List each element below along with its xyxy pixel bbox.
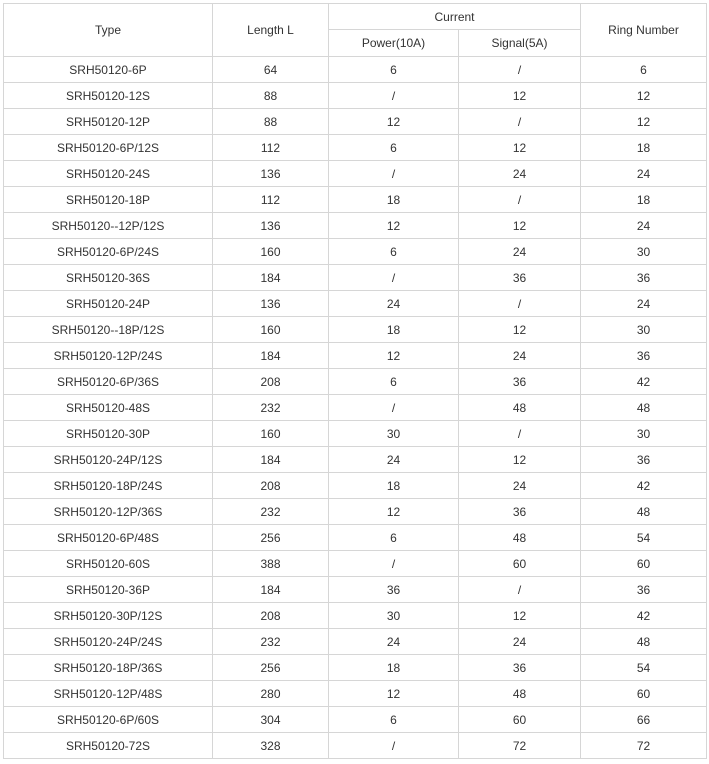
ring-number-cell: 18: [581, 135, 707, 161]
ring-number-cell: 48: [581, 499, 707, 525]
table-row: [4, 577, 707, 603]
type-cell: SRH50120-24P/12S: [4, 447, 213, 473]
type-cell: SRH50120-6P/48S: [4, 525, 213, 551]
type-cell: SRH50120-12P/48S: [4, 681, 213, 707]
length-cell: 88: [213, 83, 329, 109]
ring-number-cell: 36: [581, 577, 707, 603]
signal-cell: 60: [459, 707, 581, 733]
table-row: [4, 421, 707, 447]
ring-number-cell: 66: [581, 707, 707, 733]
signal-cell: 48: [459, 525, 581, 551]
ring-number-cell: 42: [581, 369, 707, 395]
ring-number-cell: 12: [581, 109, 707, 135]
type-cell: SRH50120-30P: [4, 421, 213, 447]
length-cell: 232: [213, 629, 329, 655]
table-header: [4, 4, 707, 57]
type-cell: SRH50120-12P/36S: [4, 499, 213, 525]
length-cell: 136: [213, 213, 329, 239]
power-cell: 24: [329, 629, 459, 655]
table-row: [4, 447, 707, 473]
signal-cell: 12: [459, 213, 581, 239]
power-cell: 30: [329, 603, 459, 629]
power-cell: 12: [329, 499, 459, 525]
signal-cell: /: [459, 291, 581, 317]
table-row: [4, 135, 707, 161]
table-row: [4, 629, 707, 655]
length-cell: 160: [213, 421, 329, 447]
length-cell: 280: [213, 681, 329, 707]
type-cell: SRH50120--12P/12S: [4, 213, 213, 239]
table-row: [4, 707, 707, 733]
col-header-signal: Signal(5A): [459, 30, 581, 57]
type-cell: SRH50120-36P: [4, 577, 213, 603]
signal-cell: 36: [459, 369, 581, 395]
type-cell: SRH50120-12P/24S: [4, 343, 213, 369]
signal-cell: /: [459, 187, 581, 213]
length-cell: 184: [213, 577, 329, 603]
signal-cell: 24: [459, 161, 581, 187]
type-cell: SRH50120-6P/24S: [4, 239, 213, 265]
slip-ring-spec-table: [3, 3, 707, 759]
signal-cell: 12: [459, 135, 581, 161]
table-row: [4, 57, 707, 83]
table-row: [4, 369, 707, 395]
type-cell: SRH50120-30P/12S: [4, 603, 213, 629]
power-cell: 18: [329, 473, 459, 499]
ring-number-cell: 54: [581, 655, 707, 681]
length-cell: 160: [213, 317, 329, 343]
signal-cell: 24: [459, 239, 581, 265]
signal-cell: 48: [459, 681, 581, 707]
ring-number-cell: 36: [581, 265, 707, 291]
signal-cell: 36: [459, 499, 581, 525]
ring-number-cell: 72: [581, 733, 707, 759]
ring-number-cell: 42: [581, 603, 707, 629]
table-row: [4, 473, 707, 499]
signal-cell: 24: [459, 629, 581, 655]
signal-cell: 12: [459, 603, 581, 629]
power-cell: /: [329, 733, 459, 759]
table-row: [4, 161, 707, 187]
table-body: [4, 57, 707, 759]
table-row: [4, 213, 707, 239]
type-cell: SRH50120-6P/12S: [4, 135, 213, 161]
power-cell: 12: [329, 343, 459, 369]
length-cell: 88: [213, 109, 329, 135]
power-cell: 6: [329, 239, 459, 265]
length-cell: 184: [213, 343, 329, 369]
type-cell: SRH50120-36S: [4, 265, 213, 291]
signal-cell: /: [459, 57, 581, 83]
signal-cell: 12: [459, 317, 581, 343]
type-cell: SRH50120--18P/12S: [4, 317, 213, 343]
table-row: [4, 291, 707, 317]
col-header-ring-number: Ring Number: [581, 4, 707, 57]
power-cell: 18: [329, 655, 459, 681]
power-cell: 24: [329, 291, 459, 317]
length-cell: 112: [213, 135, 329, 161]
power-cell: /: [329, 83, 459, 109]
type-cell: SRH50120-12S: [4, 83, 213, 109]
length-cell: 328: [213, 733, 329, 759]
ring-number-cell: 30: [581, 421, 707, 447]
power-cell: 12: [329, 213, 459, 239]
ring-number-cell: 42: [581, 473, 707, 499]
power-cell: 18: [329, 187, 459, 213]
length-cell: 184: [213, 447, 329, 473]
power-cell: /: [329, 265, 459, 291]
power-cell: 36: [329, 577, 459, 603]
table-row: [4, 655, 707, 681]
table-row: [4, 317, 707, 343]
ring-number-cell: 18: [581, 187, 707, 213]
power-cell: 6: [329, 525, 459, 551]
type-cell: SRH50120-48S: [4, 395, 213, 421]
ring-number-cell: 60: [581, 551, 707, 577]
ring-number-cell: 24: [581, 291, 707, 317]
signal-cell: 24: [459, 343, 581, 369]
type-cell: SRH50120-60S: [4, 551, 213, 577]
ring-number-cell: 24: [581, 161, 707, 187]
ring-number-cell: 48: [581, 395, 707, 421]
table-row: [4, 395, 707, 421]
signal-cell: 36: [459, 265, 581, 291]
type-cell: SRH50120-6P/36S: [4, 369, 213, 395]
power-cell: /: [329, 161, 459, 187]
table-row: [4, 109, 707, 135]
signal-cell: /: [459, 577, 581, 603]
ring-number-cell: 12: [581, 83, 707, 109]
signal-cell: 12: [459, 83, 581, 109]
length-cell: 304: [213, 707, 329, 733]
length-cell: 112: [213, 187, 329, 213]
length-cell: 136: [213, 161, 329, 187]
ring-number-cell: 48: [581, 629, 707, 655]
ring-number-cell: 30: [581, 239, 707, 265]
table-row: [4, 187, 707, 213]
length-cell: 64: [213, 57, 329, 83]
table-row: [4, 551, 707, 577]
ring-number-cell: 36: [581, 447, 707, 473]
ring-number-cell: 24: [581, 213, 707, 239]
length-cell: 256: [213, 655, 329, 681]
type-cell: SRH50120-72S: [4, 733, 213, 759]
col-header-type: Type: [4, 4, 213, 57]
type-cell: SRH50120-18P/36S: [4, 655, 213, 681]
length-cell: 136: [213, 291, 329, 317]
power-cell: 6: [329, 57, 459, 83]
col-header-current: Current: [329, 4, 581, 30]
table-row: [4, 265, 707, 291]
power-cell: /: [329, 551, 459, 577]
table-row: [4, 525, 707, 551]
power-cell: /: [329, 395, 459, 421]
power-cell: 6: [329, 135, 459, 161]
signal-cell: 60: [459, 551, 581, 577]
power-cell: 12: [329, 109, 459, 135]
power-cell: 18: [329, 317, 459, 343]
type-cell: SRH50120-24P: [4, 291, 213, 317]
col-header-power: Power(10A): [329, 30, 459, 57]
length-cell: 160: [213, 239, 329, 265]
power-cell: 12: [329, 681, 459, 707]
ring-number-cell: 6: [581, 57, 707, 83]
type-cell: SRH50120-24S: [4, 161, 213, 187]
table-row: [4, 499, 707, 525]
type-cell: SRH50120-12P: [4, 109, 213, 135]
length-cell: 256: [213, 525, 329, 551]
table-row: [4, 83, 707, 109]
table-row: [4, 603, 707, 629]
type-cell: SRH50120-6P/60S: [4, 707, 213, 733]
length-cell: 184: [213, 265, 329, 291]
power-cell: 6: [329, 369, 459, 395]
type-cell: SRH50120-18P/24S: [4, 473, 213, 499]
signal-cell: 24: [459, 473, 581, 499]
table-row: [4, 681, 707, 707]
ring-number-cell: 60: [581, 681, 707, 707]
length-cell: 208: [213, 603, 329, 629]
ring-number-cell: 30: [581, 317, 707, 343]
type-cell: SRH50120-6P: [4, 57, 213, 83]
power-cell: 30: [329, 421, 459, 447]
ring-number-cell: 36: [581, 343, 707, 369]
signal-cell: 72: [459, 733, 581, 759]
length-cell: 232: [213, 395, 329, 421]
signal-cell: 36: [459, 655, 581, 681]
length-cell: 232: [213, 499, 329, 525]
power-cell: 6: [329, 707, 459, 733]
table-row: [4, 343, 707, 369]
type-cell: SRH50120-24P/24S: [4, 629, 213, 655]
signal-cell: /: [459, 421, 581, 447]
ring-number-cell: 54: [581, 525, 707, 551]
length-cell: 208: [213, 369, 329, 395]
power-cell: 24: [329, 447, 459, 473]
table-row: [4, 733, 707, 759]
type-cell: SRH50120-18P: [4, 187, 213, 213]
length-cell: 388: [213, 551, 329, 577]
col-header-length: Length L: [213, 4, 329, 57]
signal-cell: 12: [459, 447, 581, 473]
signal-cell: 48: [459, 395, 581, 421]
length-cell: 208: [213, 473, 329, 499]
signal-cell: /: [459, 109, 581, 135]
table-row: [4, 239, 707, 265]
